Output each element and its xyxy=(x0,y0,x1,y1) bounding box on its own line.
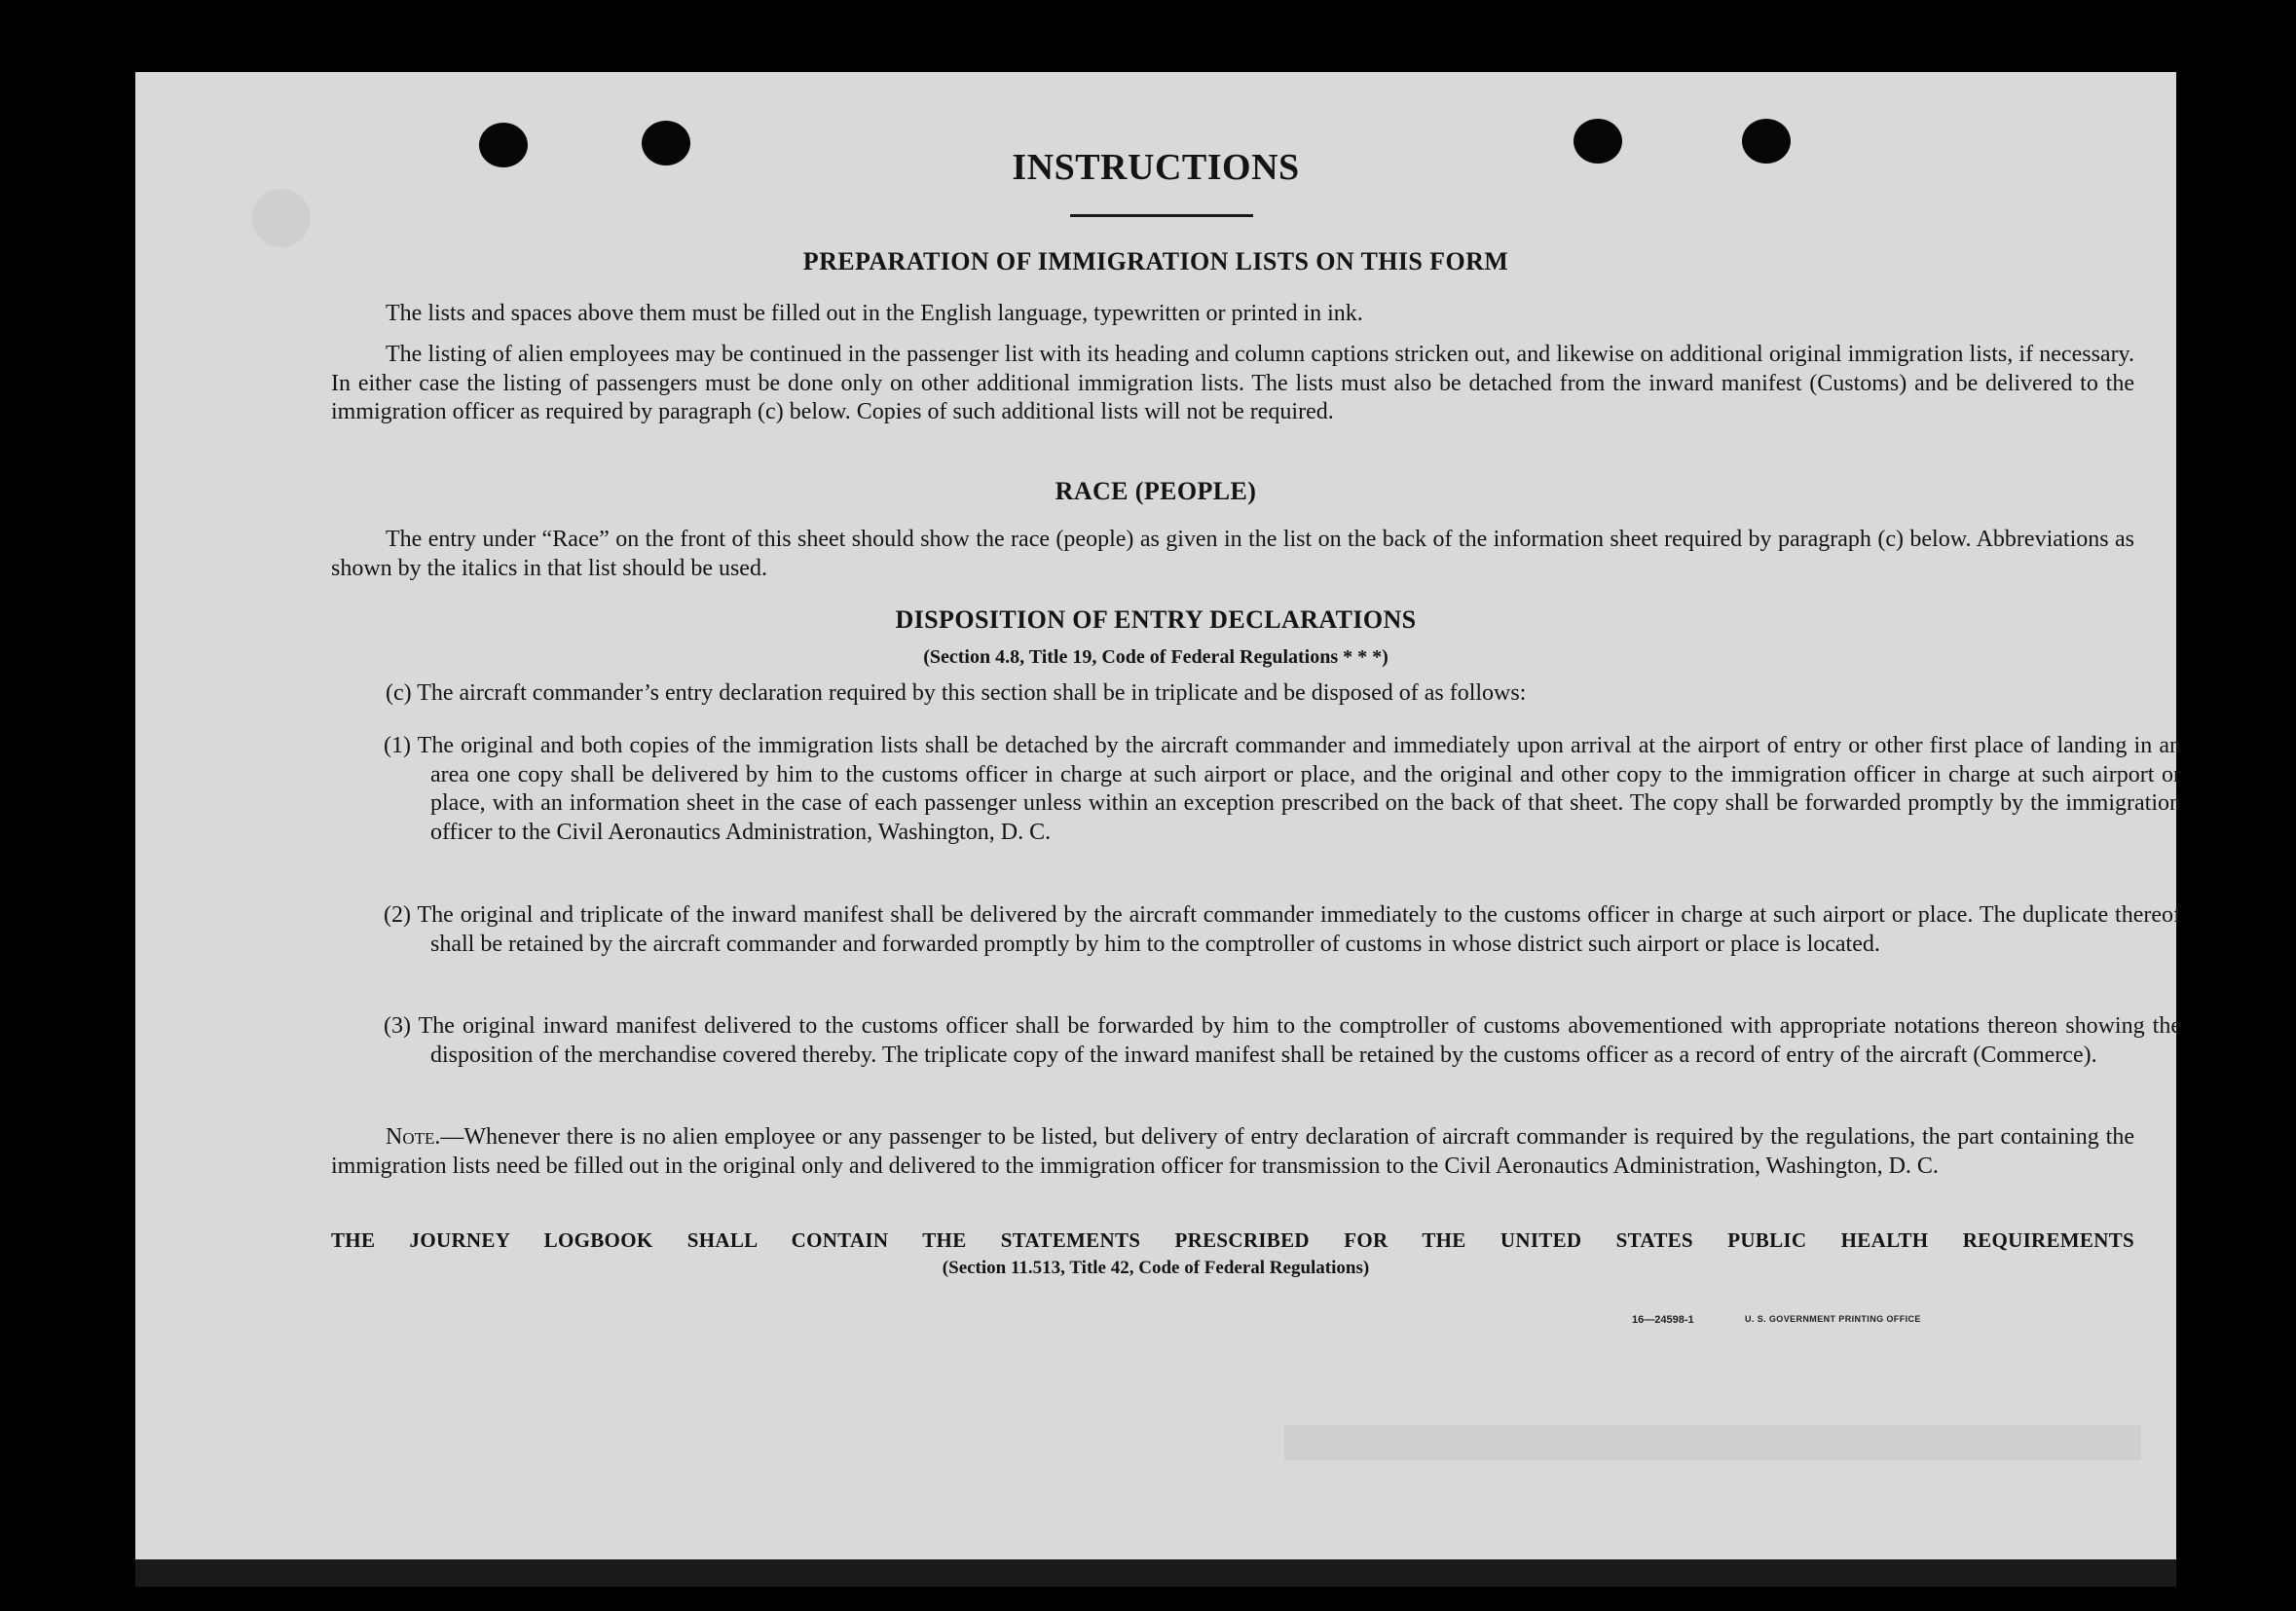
disposition-citation: (Section 4.8, Title 19, Code of Federal Regulations * * *) xyxy=(923,646,1389,668)
section-heading-disposition: DISPOSITION OF ENTRY DECLARATIONS xyxy=(895,605,1417,634)
list-item-2: (2) The original and triplicate of the inward manifest shall be delivered by the aircraft commander immediately to the customs officer in charge at such airport or place. The duplicate thereof shall be retained by the aircraft commander and forwarded promptly by him to the comptroller of customs in whose district such airport or place is located. xyxy=(384,902,2181,957)
paragraph-lists-language: The lists and spaces above them must be filled out in the English language, typewritten or printed in ink. xyxy=(386,301,1363,326)
note-paragraph xyxy=(331,1123,2134,1181)
logbook-citation: (Section 11.513, Title 42, Code of Federal Regulations) xyxy=(942,1258,1370,1278)
paragraph-race: The entry under “Race” on the front of this sheet should show the race (people) as given in the list on the back of the information sheet required by paragraph (c) below. Abbreviations as shown by the italics in that list should be used. xyxy=(331,527,2134,581)
logbook-requirement: THE JOURNEY LOGBOOK SHALL CONTAIN THE STATEMENTS PRESCRIBED FOR THE UNITED STATES PUBLIC HEALTH REQUIREMENTS xyxy=(331,1228,2134,1252)
list-item-1: (1) The original and both copies of the immigration lists shall be detached by the aircraft commander and immediately upon arrival at the airport of entry or other first place of landing in an area one copy shall be delivered by him to the customs officer in charge at such airport or place, and the original and other copy to the immigration officer in charge at such airport or place, with an information sheet in the case of each passenger unless within an exception prescribed on the back of that sheet. The copy shall be forwarded promptly by the immigration officer to the Civil Aeronautics Administration, Washington, D. C. xyxy=(384,733,2181,845)
note-text: —Whenever there is no alien employee or any passenger to be listed, but delivery of entry declaration of aircraft commander is required by the regulations, the part containing the immigration lists need be filled out in the original only and delivered to the immigration officer for transmission to the Civil Aeronautics Administration, Washington, D. C. xyxy=(331,1124,2134,1179)
note-label: Note. xyxy=(386,1124,441,1150)
title-underline xyxy=(1070,214,1253,217)
paragraph-c: (c) The aircraft commander’s entry declaration required by this section shall be in triplicate and be disposed of as follows: xyxy=(386,680,1527,706)
document-sheet xyxy=(135,72,2181,1559)
scan-edge-strip xyxy=(135,1559,2176,1587)
section-heading-preparation: PREPARATION OF IMMIGRATION LISTS ON THIS FORM xyxy=(802,247,1509,275)
paragraph-alien-employees: The listing of alien employees may be continued in the passenger list with its heading and column captions stricken out, and likewise on additional original immigration lists, if necessary. In either case the listing of passengers must be done only on other additional immigration lists. The lists must also be detached from the inward manifest (Customs) and be delivered to the immigration officer as required by paragraph (c) below. Copies of such additional lists will not be required. xyxy=(331,342,2134,424)
list-item-3: (3) The original inward manifest delivered to the customs officer shall be forwarded by him to the comptroller of customs abovementioned with appropriate notations thereon showing the disposition of the merchandise covered thereby. The triplicate copy of the inward manifest shall be retained by the customs officer as a record of entry of the aircraft (Commerce). xyxy=(384,1013,2181,1068)
printer-imprint: U. S. GOVERNMENT PRINTING OFFICE xyxy=(1745,1314,1921,1324)
document-title: INSTRUCTIONS xyxy=(1012,147,1300,188)
form-print-code: 16—24598‑1 xyxy=(1632,1314,1694,1326)
section-heading-race: RACE (PEOPLE) xyxy=(1055,477,1257,505)
